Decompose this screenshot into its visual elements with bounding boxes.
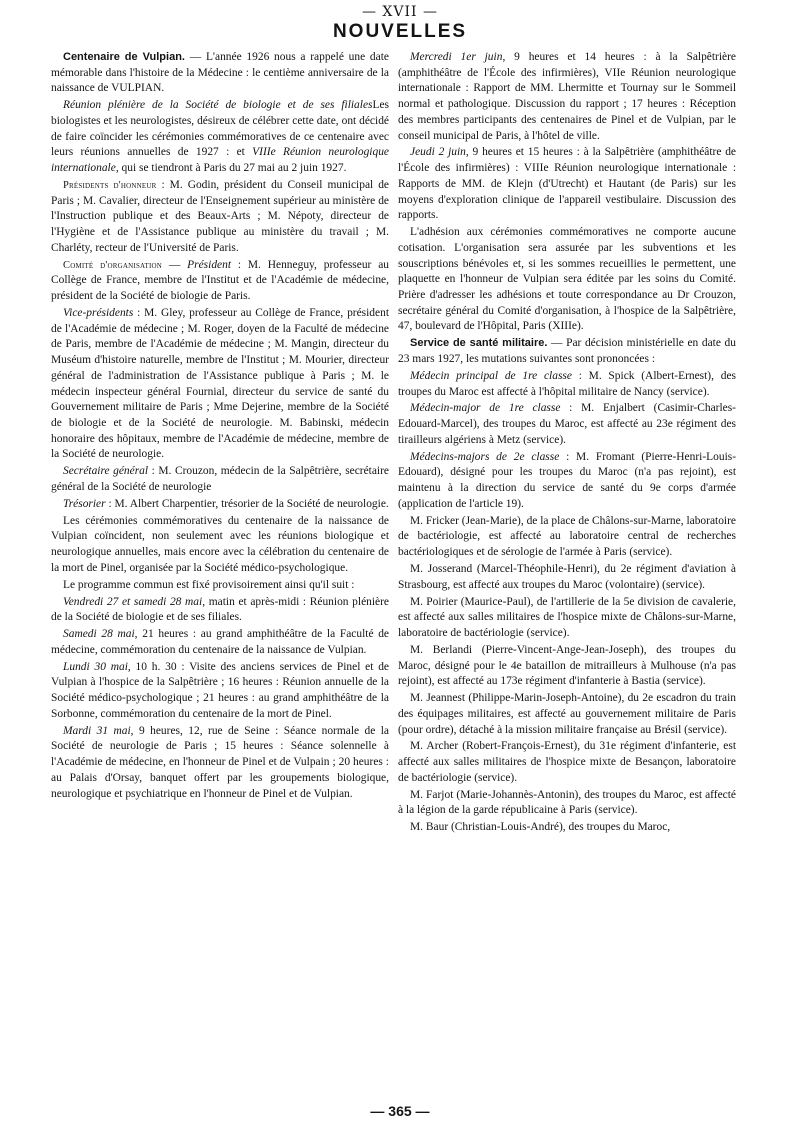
paragraph-text: , 21 heures : au grand amphithéâtre de la Faculté de médecine, commémoration du centenaire de la naissance de Vulpian.: [51, 628, 389, 656]
left-column: [51, 50, 389, 1100]
italic-heading: Samedi 28 mai: [63, 628, 135, 641]
paragraph: [398, 788, 736, 819]
italic-heading: Jeudi 2 juin: [410, 146, 466, 159]
paragraph-text: — L'année 1926 nous a rappelé une date mémorable dans l'histoire de la Médecine : le centième anniversaire de la naissance de VULPIAN.: [51, 51, 389, 95]
italic-heading: Médecin principal de 1re classe: [410, 369, 572, 382]
smallcaps-heading: Comité d'organisation: [63, 259, 163, 271]
italic-heading: Réunion plénière de la Société de biologie et de ses filiales: [63, 99, 373, 112]
italic-heading: Lundi 30 mai: [63, 660, 128, 673]
paragraph: [51, 660, 389, 723]
paragraph-text: Le programme commun est fixé provisoirement ainsi qu'il suit :: [63, 578, 355, 591]
right-column: [398, 50, 736, 1100]
paragraph: [398, 336, 736, 367]
italic-text: Président: [187, 258, 232, 271]
paragraph: [51, 514, 389, 577]
paragraph: [51, 306, 389, 463]
paragraph-text: : M. Gley, professeur au Collège de France, président de l'Académie de médecine ; M. Roger, doyen de la Faculté de médecine de Paris, membre de l'Académie de médecine ; M. Mangin, directeur du Muséum d'histoire naturelle, membre de l'Institut ; M. Mourier, directeur général de l'administration de l'Assistance publique à Paris ; M. le médecin inspecteur général Fournial, directeur du service de santé du Gouvernement militaire de Paris ; Mme Dejerine, membre de la Société de biologie et de la Société de neurologie. M. Babinski, médecin honoraire des hôpitaux, membre de l'Académie de médecine, membre de la Société de neurologie.: [51, 307, 389, 461]
paragraph-text: , 10 h. 30 : Visite des anciens services de Pinel et de Vulpian à l'hospice de la Salpêtrière ; 16 heures : Réunion annuelle de la Société médico-psychologique ; 21 heures : au grand amphithéâtre de la Sorbonne, commémoration du centenaire de la mort de Pinel.: [51, 660, 389, 720]
paragraph: [398, 820, 736, 836]
italic-heading: Médecins-majors de 2e classe: [410, 450, 560, 463]
paragraph-text: M. Poirier (Maurice-Paul), de l'artillerie de la 5e division de cavalerie, est affecté aux salles militaires de l'hospice mixte de Châlons-sur-Marne, laboratoire de bactériologie (service).: [398, 595, 736, 639]
paragraph: [398, 691, 736, 738]
section-heading: Service de santé militaire.: [410, 337, 548, 350]
italic-heading: Mardi 31 mai: [63, 724, 131, 737]
paragraph: [51, 497, 389, 513]
paragraph: [398, 50, 736, 144]
paragraph-text: M. Berlandi (Pierre-Vincent-Ange-Jean-Joseph), des troupes du Maroc, désigné pour le 4e bataillon de mitrailleurs à Mulhouse (n'a pas rejoint), est affecté au 173e régiment d'infanterie à Bastia (service).: [398, 643, 736, 688]
paragraph-text: : M. Albert Charpentier, trésorier de la Société de neurologie.: [105, 497, 389, 510]
paragraph: [398, 369, 736, 400]
italic-heading: Trésorier: [63, 497, 106, 510]
paragraph-text: et: [236, 146, 253, 159]
paragraph-text: : M. Crouzon, médecin de la Salpêtrière, secrétaire général de la Société de neurologie: [51, 465, 389, 493]
italic-heading: Vice-présidents: [63, 307, 134, 319]
section-heading: Centenaire de Vulpian.: [63, 51, 185, 63]
paragraph: [398, 225, 736, 335]
paragraph: [398, 145, 736, 224]
paragraph: [51, 464, 389, 495]
italic-heading: Secrétaire général: [63, 465, 149, 478]
paragraph-text: , 9 heures, 12, rue de Seine : Séance normale de la Société de neurologie de Paris ; 15 heures : Séance solennelle à l'Académie de médecine, en l'honneur de Pinel et de Vulpain ; 20 heures : au Palais d'Orsay, banquet offert par les groupements biologique, neurologique et psychiatrique en l'honneur de Pinel et de Vulpian.: [51, 724, 389, 800]
paragraph: [51, 258, 389, 305]
paragraph: [51, 724, 389, 803]
italic-heading: Médecin-major de 1re classe: [410, 402, 561, 415]
paragraph-text: M. Farjot (Marie-Johannès-Antonin), des troupes du Maroc, est affecté à la légion de la garde républicaine à Paris (service).: [398, 788, 736, 817]
paragraph: [51, 50, 389, 97]
paragraph-text: — Par décision ministérielle en date du 23 mars 1927, les mutations suivantes sont prononcées :: [398, 337, 736, 365]
paragraph: [398, 562, 736, 593]
paragraph-text: : M. Godin, président du Conseil municipal de Paris ; M. Cavalier, directeur de l'Enseignement supérieur au ministère de l'Instruction publique et des Beaux-Arts ; M. Népoty, directeur de l'Hygiène et de l'Assistance publique au ministère du travail ; M. Charléty, recteur de l'Université de Paris.: [51, 179, 389, 254]
paragraph-text: : M. Spick (Albert-Ernest), des troupes du Maroc est affecté à l'hôpital militaire de Nancy (service).: [398, 369, 736, 398]
paragraph-text: M. Josserand (Marcel-Théophile-Henri), du 2e régiment d'aviation à Strasbourg, est affecté aux troupes du Maroc (volontaire) (service).: [398, 563, 736, 591]
paragraph-text: , qui se tiendront à Paris du 27 mai au 2 juin 1927.: [115, 162, 347, 175]
paragraph: [51, 178, 389, 257]
paragraph-text: , 9 heures et 14 heures : à la Salpêtrière (amphithéâtre de l'École des infirmières), VIIe Réunion neurologique internationale : Rapport de MM. Lhermitte et Tournay sur le Sommeil normal et pathologique. Discussion du rapport ; 17 heures : Réception des membres participants des centenaires de Pinel et de Vulpian, par le conseil municipal de Paris, à l'hôtel de ville.: [398, 51, 736, 142]
paragraph-text: M. Jeannest (Philippe-Marin-Joseph-Antoine), du 2e escadron du train des équipages militaires, est affecté au gouvernement militaire de Paris (pour ordre), détaché à la mission militaire française au Brésil (service).: [398, 692, 736, 736]
italic-heading: Mercredi 1er juin: [410, 51, 503, 63]
paragraph-text: —: [162, 258, 188, 271]
paragraph-text: : M. Henneguy, professeur au Collège de France, membre de l'Institut et de l'Académie de médecine, président de la Société de biologie de Paris.: [51, 258, 389, 303]
paragraph-text: Les cérémonies commémoratives du centenaire de la naissance de Vulpian coïncident, non seulement avec les réunions biologique et neurologique annuelles, mais encore avec la célébration du centenaire de la mort de Pinel, organisée par la Société médico-psychologique.: [51, 514, 389, 574]
paragraph: [51, 595, 389, 626]
paragraph: [398, 739, 736, 786]
smallcaps-heading: Présidents d'honneur: [63, 180, 157, 191]
paragraph: [51, 578, 389, 594]
paragraph-text: M. Baur (Christian-Louis-André), des troupes du Maroc,: [410, 821, 671, 834]
italic-heading: Vendredi 27 et samedi 28 mai: [63, 595, 203, 608]
paragraph: [398, 643, 736, 690]
paragraph-text: : M. Fromant (Pierre-Henri-Louis-Edouard), désigné pour les troupes du Maroc (n'a pas rejoint), est maintenu à la direction du service de santé du 9e corps d'armée (application de l'article 19).: [398, 450, 736, 510]
paragraph-text: Les biologistes et les neurologistes, désireux de célébrer cette date, ont décidé de faire coïncider les cérémonies commémoratives de ce centenaire avec leurs réunions annuelles de 1927 :: [51, 99, 389, 159]
paragraph: [51, 627, 389, 658]
paragraph: [398, 595, 736, 642]
paragraph-text: L'adhésion aux cérémonies commémoratives ne comporte aucune cotisation. L'organisation sera assurée par les subventions et les souscriptions bénévoles et, si les sommes recueillies le permettent, une plaquette en l'honneur de Vulpian sera éditée par les soins du Comité. Prière d'adresser les adhésions et toute correspondance au Dr Crouzon, secrétaire général du Comité d'organisation, à l'hospice de la Salpêtrière, 47, boulevard de l'Hôpital, Paris (XIIIe).: [398, 226, 736, 333]
paragraph: [51, 98, 389, 177]
paragraph-text: , matin et après-midi : Réunion plénière de la Société de biologie et de ses filiales.: [51, 595, 389, 624]
paragraph: [398, 514, 736, 561]
italic-text: VIIIe Réunion neurologique internationale: [51, 146, 389, 175]
section-title: NOUVELLES: [332, 21, 468, 42]
paragraph: [398, 401, 736, 448]
roman-folio: — XVII —: [361, 4, 439, 20]
paragraph-text: : M. Enjalbert (Casimir-Charles-Edouard-Marcel), des troupes du Maroc, est affecté au 23e régiment des tirailleurs algériens à Metz (service).: [398, 402, 736, 446]
paragraph-text: M. Fricker (Jean-Marie), de la place de Châlons-sur-Marne, laboratoire de bactériologie, est affecté au laboratoire central de recherches bactériologiques et de sérologie de l'armée à Paris (service).: [398, 514, 736, 559]
paragraph-text: , 9 heures et 15 heures : à la Salpêtrière (amphithéâtre de l'École des infirmières) : VIIIe Réunion neurologique internationale : Rapports de MM. de Klejn (d'Utrecht) et Hautant (de Paris) sur les moyens d'exploration clinique de l'appareil vestibulaire. Discussion des rapports.: [398, 146, 736, 222]
page-number: — 365 —: [370, 1103, 430, 1119]
paragraph: [398, 450, 736, 513]
paragraph-text: M. Archer (Robert-François-Ernest), du 31e régiment d'infanterie, est affecté aux salles militaires de l'hospice mixte de Besançon, laboratoire de bactériologie (service).: [398, 740, 736, 784]
